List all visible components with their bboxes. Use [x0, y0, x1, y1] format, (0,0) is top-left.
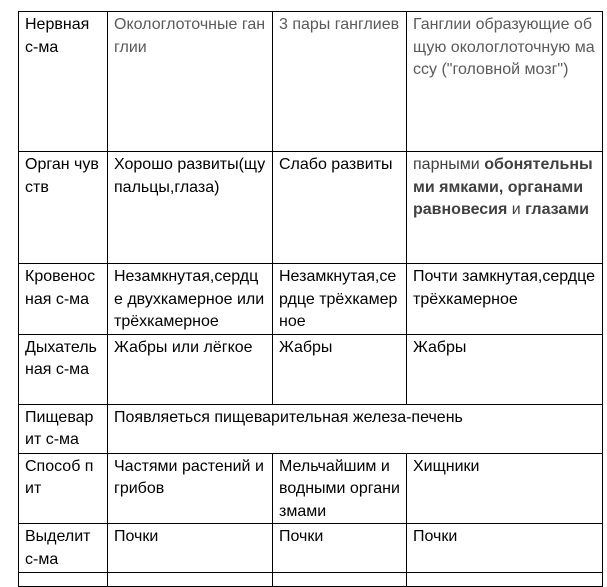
cell-excretory-col4: Почки [407, 524, 603, 573]
cell-organs-col4 [407, 152, 603, 264]
organs-text-part2: обонятельными ямками, органами равновесия [413, 156, 593, 218]
comparison-table [18, 11, 603, 587]
cell-organs-col3: Слабо развиты [273, 152, 407, 264]
cell-digestive-merged: Появляеться пищеварительная железа-печень [108, 404, 603, 453]
row-circulatory [19, 264, 603, 335]
cell-header-col4: Ганглии образующие общую окологлоточную массу ("головной мозг") [407, 12, 603, 152]
cell-respiratory-col4: Жабры [407, 334, 603, 404]
cell-label-nervous: Нервная с-ма [19, 12, 108, 152]
row-digestive [19, 404, 603, 453]
cell-label-digestive: Пищеварит с-ма [19, 404, 108, 453]
cell-feeding-col2: Частями растений и грибов [108, 453, 273, 524]
cell-label-circulatory: Кровеносная с-ма [19, 264, 108, 335]
cell-empty-1 [19, 573, 108, 587]
cell-empty-2 [108, 573, 273, 587]
organs-text-part4: глазами [525, 201, 589, 218]
row-respiratory [19, 334, 603, 404]
cell-organs-col2: Хорошо развиты(щупальцы,глаза) [108, 152, 273, 264]
organs-text-part1: парными [413, 156, 485, 173]
cell-label-organs: Орган чувств [19, 152, 108, 264]
cell-header-col3: 3 пары ганглиев [273, 12, 407, 152]
cell-excretory-col3: Почки [273, 524, 407, 573]
cell-respiratory-col2: Жабры или лёгкое [108, 334, 273, 404]
cell-feeding-col4: Хищники [407, 453, 603, 524]
row-nervous-system [19, 12, 603, 152]
cell-feeding-col3: Мельчайшим и водными организмами [273, 453, 407, 524]
cell-empty-3 [273, 573, 407, 587]
cell-circulatory-col2: Незамкнутая,сердце двухкамерное или трёхкамерное [108, 264, 273, 335]
cell-empty-4 [407, 573, 603, 587]
row-feeding [19, 453, 603, 524]
row-sense-organs [19, 152, 603, 264]
cell-excretory-col2: Почки [108, 524, 273, 573]
cell-circulatory-col4: Почти замкнутая,сердце трёхкамерное [407, 264, 603, 335]
row-excretory [19, 524, 603, 573]
cell-respiratory-col3: Жабры [273, 334, 407, 404]
cell-circulatory-col3: Незамкнутая,сердце трёхкамерное [273, 264, 407, 335]
row-empty [19, 573, 603, 587]
cell-header-col2: Окологлоточные ганглии [108, 12, 273, 152]
organs-text-part3: и [507, 201, 526, 218]
cell-label-respiratory: Дыхательная с-ма [19, 334, 108, 404]
cell-label-feeding: Способ пит [19, 453, 108, 524]
cell-label-excretory: Выделит с-ма [19, 524, 108, 573]
